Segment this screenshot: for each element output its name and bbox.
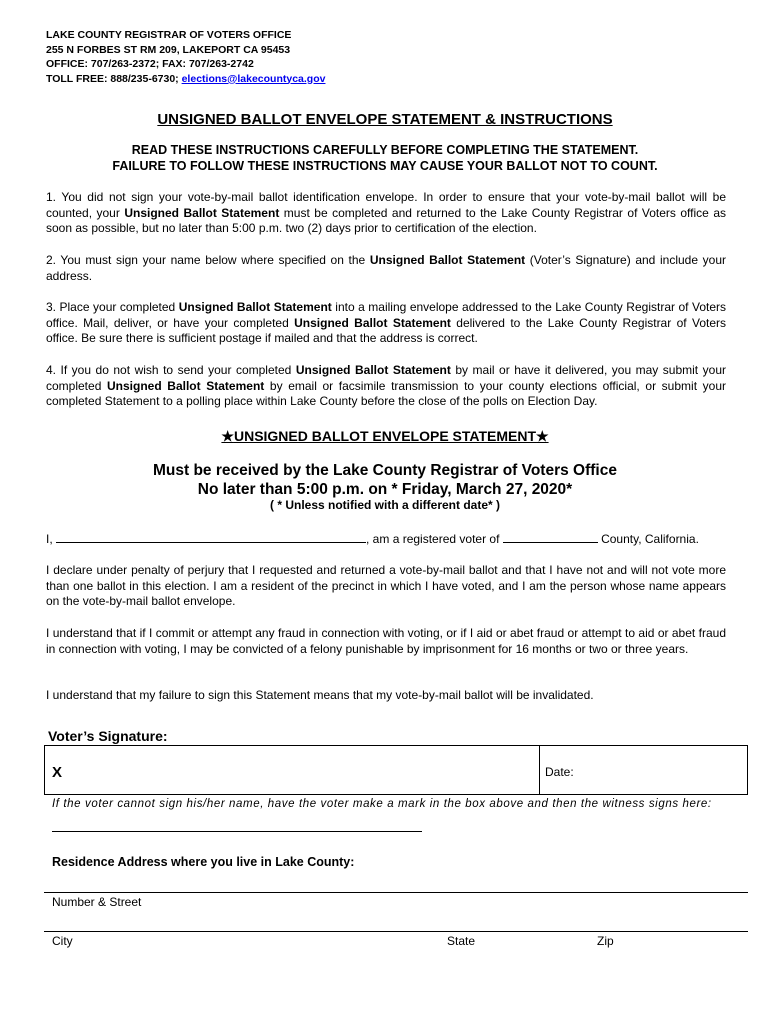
signature-box[interactable] [44, 745, 748, 795]
declare-paragraph: I declare under penalty of perjury that I requested and returned a vote-by-mail ballot and that I have not and will not vote more than one ballot in this election. I am a resident of the precinct in which I have voted, and I am the person whose name appears on the vote-by-mail ballot envelope. [46, 563, 726, 608]
instruction-3-text: 3. Place your completed [46, 300, 179, 314]
deadline-notice [0, 461, 770, 499]
city-state-zip-line[interactable] [44, 931, 748, 932]
deadline-note: ( * Unless notified with a different date* ) [269, 498, 501, 512]
signature-divider [539, 746, 540, 794]
header-phone-fax: OFFICE: 707/263-2372; FAX: 707/263-2742 [46, 58, 254, 70]
zip-label: Zip [597, 934, 614, 948]
instruction-2 [46, 253, 726, 284]
header-toll-free [46, 72, 325, 87]
header-toll-free-text: TOLL FREE: 888/235-6730; [46, 72, 182, 85]
residence-label: Residence Address where you live in Lake County: [52, 855, 355, 869]
fraud-paragraph: I understand that if I commit or attempt any fraud in connection with voting, or if I aid or abet fraud or attempt to aid or abet fraud in connection with voting, I may be convicted of a felony punishable by imprisonment for 16 months or two or three years. [46, 626, 726, 656]
instruction-4 [46, 363, 726, 410]
instruction-4-bold-2: Unsigned Ballot Statement [107, 378, 265, 393]
date-label: Date: [545, 765, 574, 779]
instruction-1 [46, 190, 726, 237]
instruction-3-bold: Unsigned Ballot Statement [178, 300, 332, 314]
deadline-line-1: Must be received by the Lake County Registrar of Voters Office [153, 462, 617, 479]
header-office-name: LAKE COUNTY REGISTRAR OF VOTERS OFFICE [46, 29, 292, 41]
header-address: 255 N FORBES ST RM 209, LAKEPORT CA 95453 [46, 43, 291, 56]
invalidation-paragraph: I understand that my failure to sign this Statement means that my vote-by-mail ballot will be invalidated. [46, 688, 594, 702]
instruction-2-text-end: (Voter’s Signature) and include your address. [46, 253, 727, 283]
instruction-3-text-end: delivered to the Lake County Registrar of Voters office. Be sure there is sufficient postage if mailed and that the address is correct. [46, 315, 726, 345]
statement-heading-text: UNSIGNED BALLOT ENVELOPE STATEMENT [233, 428, 537, 444]
county-field[interactable] [503, 532, 598, 543]
declaration-mid: , am a registered voter of [366, 532, 503, 546]
email-link[interactable]: elections@lakecountyca.gov [181, 72, 326, 85]
signature-x-mark: X [52, 764, 63, 781]
office-header [46, 28, 325, 86]
voter-declaration-line [46, 532, 726, 546]
star-icon: ★ [536, 428, 549, 444]
warning-line-2: FAILURE TO FOLLOW THESE INSTRUCTIONS MAY CAUSE YOUR BALLOT NOT TO COUNT. [112, 159, 658, 173]
witness-instruction: If the voter cannot sign his/her name, have the voter make a mark in the box above and then the witness signs here: [52, 798, 712, 810]
instruction-3 [46, 300, 726, 347]
voter-name-field[interactable] [56, 532, 366, 543]
warning-text [0, 142, 770, 174]
instruction-3-text-mid: into a mailing envelope addressed to the Lake County Registrar of Voters office. Mail, deliver, or have your completed [46, 300, 727, 330]
instruction-4-text-end: by email or facsimile transmission to your county elections official, or submit your completed Statement to a polling place within Lake County before the close of the polls on Election Day. [46, 378, 726, 408]
declaration-prefix: I, [46, 532, 57, 546]
instruction-1-text-end: must be completed and returned to the Lake County Registrar of Voters office as soon as possible, but no later than 5:00 p.m. two (2) days prior to certification of the election. [46, 205, 726, 235]
instruction-1-text: 1. You did not sign your vote-by-mail ballot identification envelope. In order to ensure that your vote-by-mail ballot will be counted, your [46, 190, 726, 220]
witness-signature-line[interactable] [52, 831, 422, 832]
instruction-4-text-mid: by mail or have it delivered, you may submit your completed [46, 363, 726, 393]
deadline-line-2: No later than 5:00 p.m. on * Friday, March 27, 2020* [197, 481, 573, 498]
signature-label: Voter’s Signature: [48, 728, 168, 744]
statement-heading [0, 428, 770, 445]
instruction-2-text: 2. You must sign your name below where specified on the [46, 253, 370, 267]
page-title: UNSIGNED BALLOT ENVELOPE STATEMENT & INSTRUCTIONS [157, 111, 613, 128]
star-icon: ★ [221, 428, 234, 444]
warning-line-1: READ THESE INSTRUCTIONS CAREFULLY BEFORE COMPLETING THE STATEMENT. [131, 143, 639, 157]
street-line[interactable] [44, 892, 748, 893]
declaration-suffix: County, California. [597, 532, 699, 546]
city-label: City [52, 934, 73, 948]
instruction-2-bold: Unsigned Ballot Statement [369, 253, 526, 267]
state-label: State [447, 934, 476, 948]
instruction-4-bold: Unsigned Ballot Statement [295, 363, 451, 377]
instruction-4-text: 4. If you do not wish to send your completed [46, 363, 296, 377]
instruction-3-bold-2: Unsigned Ballot Statement [294, 315, 451, 330]
street-label: Number & Street [52, 895, 142, 909]
instruction-1-bold: Unsigned Ballot Statement [124, 205, 280, 220]
